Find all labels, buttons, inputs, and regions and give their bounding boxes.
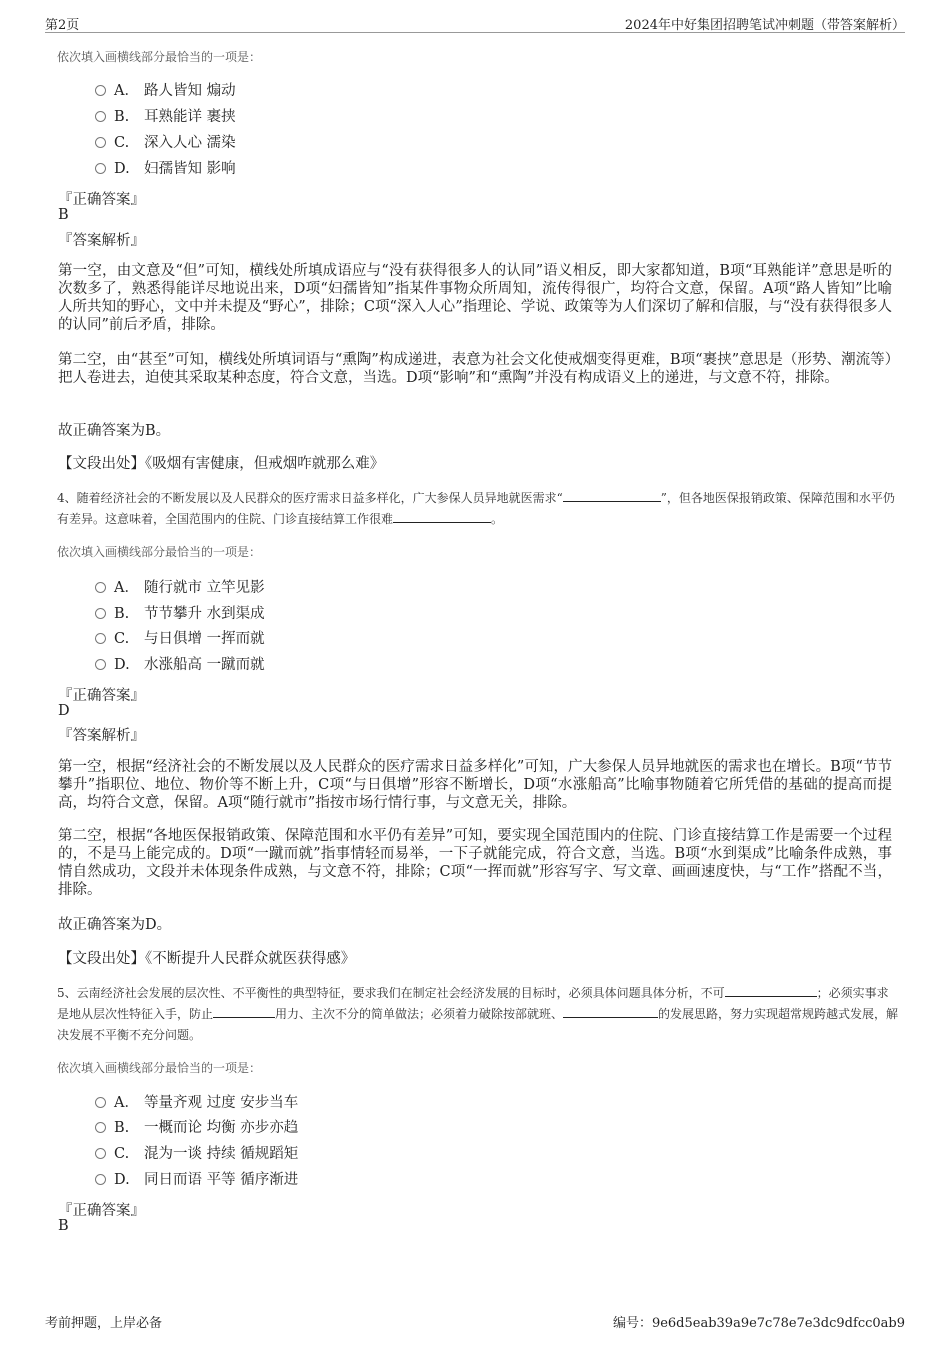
q3-source: 【文段出处】《吸烟有害健康，但戒烟咋就那么难》	[58, 456, 385, 472]
q4-analysis-para-1: 第一空，根据“经济社会的不断发展以及人民群众的医疗需求日益多样化”可知，广大参保人员异地就医的需求也在增长。B项“节节攀升”指职位、地位、物价等不断上升，C项“与日俱增”形容不断增长，D项“水涨船高”比喻事物随着它所凭借的基础的提高而提高，均符合文意，保留。A项“随行就市”指按市场行情行事，与文意无关，排除。	[58, 759, 892, 811]
q3-analysis-para-2: 第二空，由“甚至”可知，横线处所填词语与“熏陶”构成递进，表意为社会文化使戒烟变得更难，B项“裹挟”意思是（形势、潮流等）把人卷进去，迫使其采取某种态度，符合文意，当选。D项“影响”和“熏陶”并没有构成语义上的递进，与文意不符，排除。	[58, 352, 892, 386]
q5-answer: B	[58, 1218, 69, 1234]
radio-icon[interactable]	[95, 137, 106, 148]
radio-icon[interactable]	[95, 111, 106, 122]
q3-analysis-label: 『答案解析』	[58, 233, 145, 249]
q3-prompt: 依次填入画横线部分最恰当的一项是：	[57, 50, 262, 64]
footer-slogan: 考前押题，上岸必备	[45, 1316, 163, 1331]
radio-icon[interactable]	[95, 633, 106, 644]
q5-question: 5、云南经济社会发展的层次性、不平衡性的典型特征，要求我们在制定社会经济发展的目标时，必须具体问题具体分析，不可 ；必须实事求是地从层次性特征入手，防止 用力、主次不分的简单做法；必须着力破除按部就班、 的发展思路，努力实现超常规跨越式发展，解决发展不平衡不充分问题。	[57, 986, 899, 1042]
q5-option-b[interactable]: B. 一概而论 均衡 亦步亦趋	[95, 1118, 298, 1138]
q4-option-d[interactable]: D. 水涨船高 一蹴而就	[95, 655, 265, 675]
q3-option-c[interactable]: C. 深入人心 濡染	[95, 133, 236, 153]
q4-prompt: 依次填入画横线部分最恰当的一项是：	[57, 545, 262, 559]
q5-option-a[interactable]: A． 等量齐观 过度 安步当车	[95, 1093, 298, 1113]
q3-analysis-para-1: 第一空，由文意及“但”可知，横线处所填成语应与“没有获得很多人的认同”语义相反，即大家都知道，B项“耳熟能详”意思是听的次数多了，熟悉得能详尽地说出来，D项“妇孺皆知”指某件事物众所周知，流传得很广，均符合文意，保留。A项“路人皆知”比喻人所共知的野心，文中并未提及“野心”，排除；C项“深入人心”指理论、学说、政策等为人们深切了解和信服，与“没有获得很多人的认同”前后矛盾，排除。	[58, 263, 892, 333]
radio-icon[interactable]	[95, 85, 106, 96]
q4-conclusion: 故正确答案为D。	[58, 917, 172, 933]
radio-icon[interactable]	[95, 1097, 106, 1108]
document-id: 编号：9e6d5eab39a9e7c78e7e3dc9dfcc0ab9	[612, 1316, 905, 1331]
q5-prompt: 依次填入画横线部分最恰当的一项是：	[57, 1061, 262, 1075]
q5-option-c[interactable]: C. 混为一谈 持续 循规蹈矩	[95, 1144, 298, 1164]
q4-question: 4、随着经济社会的不断发展以及人民群众的医疗需求日益多样化，广大参保人员异地就医需求“ ”，但各地医保报销政策、保障范围和水平仍有差异。这意味着，全国范围内的住院、门诊直接结算工作很难 。	[57, 491, 895, 526]
radio-icon[interactable]	[95, 608, 106, 619]
blank-line	[213, 1005, 275, 1018]
page-header	[45, 12, 905, 33]
blank-line	[563, 489, 661, 502]
q3-option-a[interactable]: A． 路人皆知 煽动	[95, 81, 236, 101]
q4-source: 【文段出处】《不断提升人民群众就医获得感》	[58, 951, 356, 967]
q4-option-c[interactable]: C. 与日俱增 一挥而就	[95, 629, 265, 649]
radio-icon[interactable]	[95, 659, 106, 670]
radio-icon[interactable]	[95, 163, 106, 174]
radio-icon[interactable]	[95, 1174, 106, 1185]
q4-answer-label: 『正确答案』	[58, 688, 145, 704]
q4-option-a[interactable]: A． 随行就市 立竿见影	[95, 578, 265, 598]
blank-line	[725, 984, 817, 997]
radio-icon[interactable]	[95, 582, 106, 593]
blank-line	[393, 510, 491, 523]
q5-answer-label: 『正确答案』	[58, 1203, 145, 1219]
page-number: 第2页	[45, 18, 80, 33]
q3-answer-label: 『正确答案』	[58, 192, 145, 208]
document-title: 2024年中好集团招聘笔试冲刺题（带答案解析）	[624, 18, 905, 33]
q3-option-d[interactable]: D. 妇孺皆知 影响	[95, 159, 236, 179]
radio-icon[interactable]	[95, 1148, 106, 1159]
q3-answer: B	[58, 207, 69, 223]
q3-option-b[interactable]: B. 耳熟能详 裹挟	[95, 107, 236, 127]
blank-line	[563, 1005, 658, 1018]
q4-option-b[interactable]: B. 节节攀升 水到渠成	[95, 604, 265, 624]
q4-analysis-para-2: 第二空，根据“各地医保报销政策、保障范围和水平仍有差异”可知，要实现全国范围内的住院、门诊直接结算工作是需要一个过程的，不是马上能完成的。D项“一蹴而就”指事情轻而易举，一下子就能完成，符合文意，当选。B项“水到渠成”比喻条件成熟，事情自然成功，文段并未体现条件成熟，与文意不符，排除；C项“一挥而就”形容写字、写文章、画画速度快，与“工作”搭配不当，排除。	[58, 828, 892, 898]
q4-answer: D	[58, 703, 70, 719]
q4-analysis-label: 『答案解析』	[58, 728, 145, 744]
radio-icon[interactable]	[95, 1122, 106, 1133]
q5-option-d[interactable]: D. 同日而语 平等 循序渐进	[95, 1170, 298, 1190]
q3-conclusion: 故正确答案为B。	[58, 423, 171, 439]
